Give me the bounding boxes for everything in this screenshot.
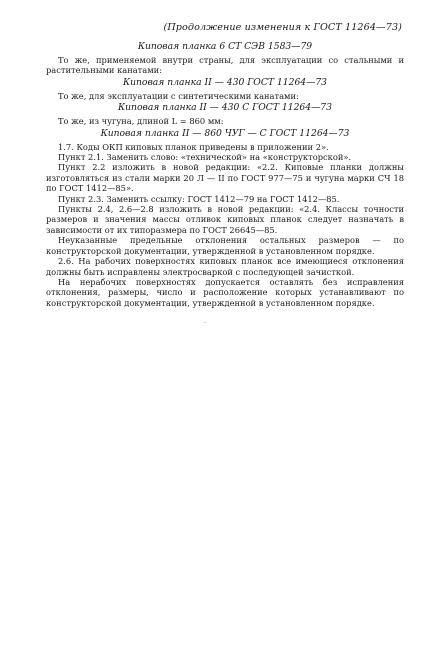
paragraph-item-2-1: Пункт 2.1. Заменить слово: «технической» на «конструкторской». bbox=[58, 152, 352, 163]
paragraph-domestic-steel: То же, применяемой внутри страны, для эксплуатации со стальными и растительными канатами: bbox=[46, 55, 404, 76]
paragraph-item-2-6: 2.6. На рабочих поверхностях киповых планок все имеющиеся отклонения должны быть исправлены электросваркой с последующей зачисткой. bbox=[46, 256, 404, 277]
document-body bbox=[46, 40, 404, 308]
paragraph-nonworking-surfaces: На нерабочих поверхностях допускается оставлять без исправления отклонения, размеры, число и расположение которых устанавливают по конструкторской документации, утвержденной в установленном порядке. bbox=[46, 276, 404, 308]
designation-example-1: Киповая планка 6 СТ СЭВ 1583—79 bbox=[137, 41, 313, 52]
paragraph-cast-iron: То же, из чугуна, длиной L = 860 мм: bbox=[58, 116, 224, 127]
paragraph-item-2-3: Пункт 2.3. Заменить ссылку: ГОСТ 1412—79 на ГОСТ 1412—85. bbox=[58, 193, 340, 204]
designation-example-2: Киповая планка II — 430 ГОСТ 11264—73 bbox=[122, 76, 328, 88]
scan-mark: · bbox=[204, 320, 206, 327]
paragraph-tolerances: Неуказанные предельные отклонения остальных размеров — по конструкторской документации, утвержденной в установленном порядке. bbox=[46, 235, 404, 256]
designation-example-3: Киповая планка II — 430 С ГОСТ 11264—73 bbox=[118, 102, 332, 114]
designation-example-4: Киповая планка II — 860 ЧУГ — С ГОСТ 11264—73 bbox=[100, 127, 350, 139]
paragraph-items-2-4: Пункты 2.4, 2.6—2.8 изложить в новой редакции: «2.4. Классы точности размеров и значения массы отливок киповых планок следует назначать в зависимости от их типоразмера по ГОСТ 26645—85. bbox=[46, 204, 404, 235]
continuation-header: (Продолжение изменения к ГОСТ 11264—73) bbox=[163, 22, 402, 33]
paragraph-item-2-2: Пункт 2.2 изложить в новой редакции: «2.2. Киповые планки должны изготовляться из стали марки 20 Л — II по ГОСТ 977—75 и чугуна марки СЧ 18 по ГОСТ 1412—85». bbox=[46, 162, 404, 194]
paragraph-okp-codes: 1.7. Коды ОКП киповых планок приведены в приложении 2». bbox=[58, 141, 329, 152]
paragraph-synthetic: То же, для эксплуатации с синтетическими канатами: bbox=[58, 90, 299, 101]
